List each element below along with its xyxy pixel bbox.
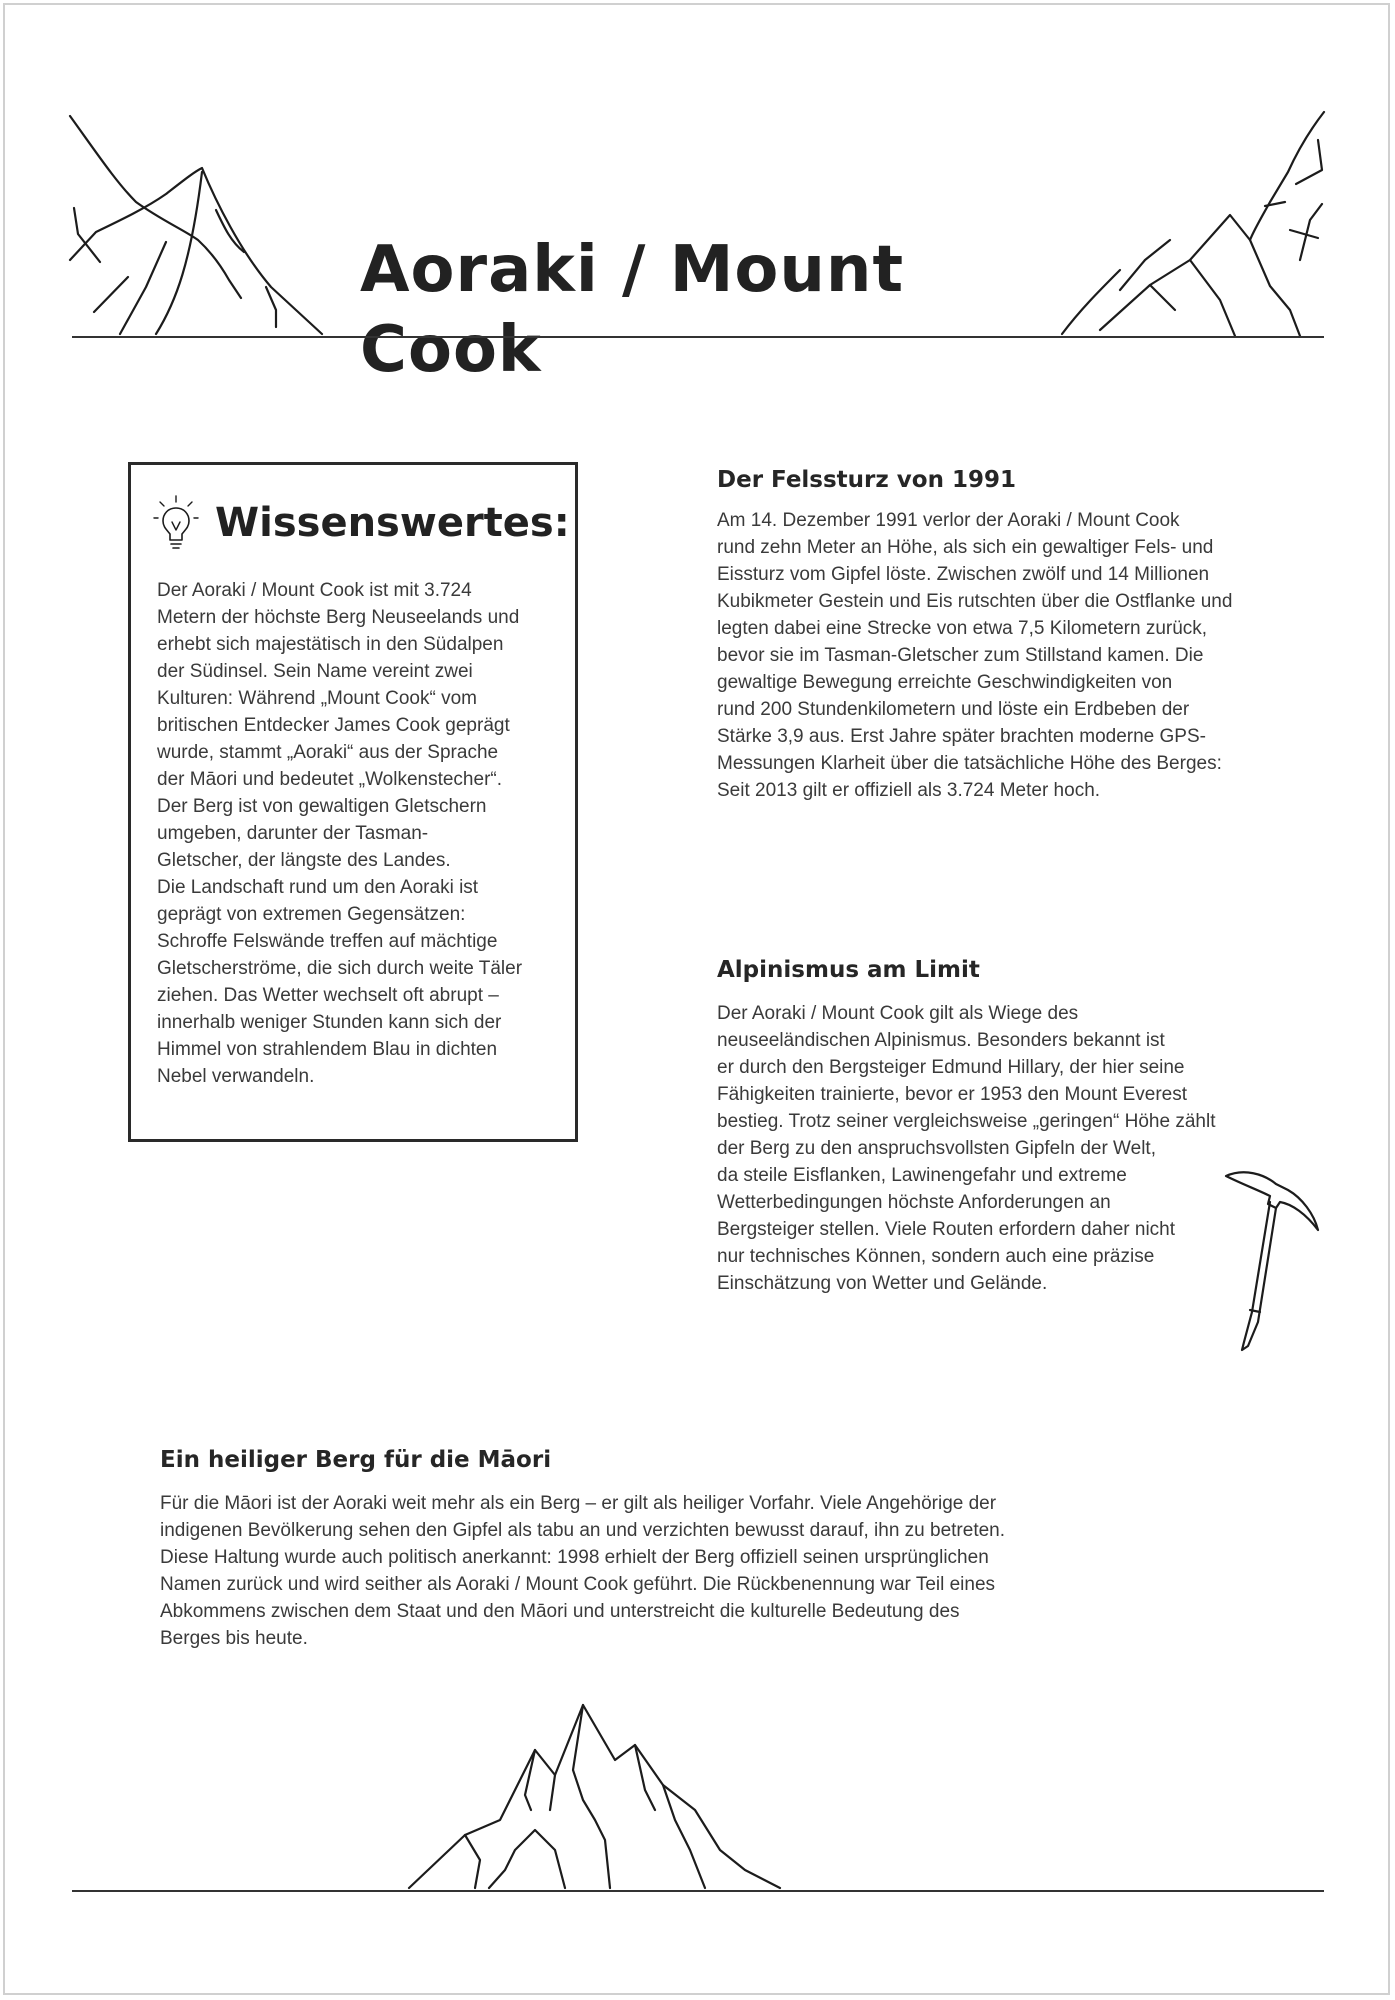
info-box-text: Der Aoraki / Mount Cook ist mit 3.724 Metern der höchste Berg Neuseelands und erhebt sich majestätisch in den Südalpen der Südinsel. Sein Name vereint zwei Kulturen: Während „Mount Cook“ vom britischen Entdecker James Cook geprägt wurde, stammt „Aoraki“ aus der Sprache der Māori und bedeutet „Wolkenstecher“. Der Berg ist von gewaltigen Gletschern umgeben, darunter der Tasman- Gletscher, der längste des Landes. Die Landschaft rund um den Aoraki ist geprägt von extremen Gegensätzen: Schroffe Felswände treffen auf mächtige Gletscherströme, die sich durch weite Täler ziehen. Das Wetter wechselt oft abrupt – innerhalb weniger Stunden kann sich der Himmel von strahlendem Blau in dichten Nebel verwandeln.	[157, 580, 523, 1087]
section-heading-alpinismus: Alpinismus am Limit	[717, 957, 980, 983]
mountain-illustration-header-left	[66, 112, 336, 337]
section-text-maori: Für die Māori ist der Aoraki weit mehr als ein Berg – er gilt als heiliger Vorfahr. Viele Angehörige der indigenen Bevölkerung sehen den Gipfel als tabu an und verzichten bewusst darauf, ihn zu betreten. Diese Haltung wurde auch politisch anerkannt: 1998 erhielt der Berg offiziell seinen ursprünglichen Namen zurück und wird seither als Aoraki / Mount Cook geführt. Die Rückbenennung war Teil eines Abkommens zwischen dem Staat und den Māori und unterstreicht die kulturelle Bedeutung des Berges bis heute.	[160, 1493, 1006, 1649]
page-title: Aoraki / Mount Cook	[360, 233, 905, 387]
footer-divider	[72, 1890, 1324, 1892]
section-text-felssturz: Am 14. Dezember 1991 verlor der Aoraki / Mount Cook rund zehn Meter an Höhe, als sich ein gewaltiger Fels- und Eissturz vom Gipfel löste. Zwischen zwölf und 14 Millionen Kubikmeter Gestein und Eis rutschten über die Ostflanke und legten dabei eine Strecke von etwa 7,5 Kilometern zurück, bevor sie im Tasman-Gletscher zum Stillstand kamen. Die gewaltige Bewegung erreichte Geschwindigkeiten von rund 200 Stundenkilometern und löste ein Erdbeben der Stärke 3,9 aus. Erst Jahre später brachten moderne GPS- Messungen Klarheit über die tatsächliche Höhe des Berges: Seit 2013 gilt er offiziell als 3.724 Meter hoch.	[717, 510, 1233, 801]
header-divider	[72, 336, 1324, 338]
mountain-illustration-footer	[405, 1700, 1005, 1890]
ice-axe-icon	[1222, 1162, 1342, 1352]
info-box-heading: Wissenswertes:	[215, 500, 570, 546]
section-heading-maori: Ein heiliger Berg für die Māori	[160, 1447, 552, 1473]
mountain-illustration-header-right	[1060, 110, 1328, 338]
section-heading-felssturz: Der Felssturz von 1991	[717, 467, 1016, 493]
lightbulb-icon	[152, 494, 202, 552]
section-text-alpinismus: Der Aoraki / Mount Cook gilt als Wiege des neuseeländischen Alpinismus. Besonders bekannt ist er durch den Bergsteiger Edmund Hillary, der hier seine Fähigkeiten trainierte, bevor er 1953 den Mount Everest bestieg. Trotz seiner vergleichsweise „geringen“ Höhe zählt der Berg zu den anspruchsvollsten Gipfeln der Welt, da steile Eisflanken, Lawinengefahr und extreme Wetterbedingungen höchste Anforderungen an Bergsteiger stellen. Viele Routen erfordern daher nicht nur technisches Können, sondern auch eine präzise Einschätzung von Wetter und Gelände.	[717, 1003, 1216, 1294]
